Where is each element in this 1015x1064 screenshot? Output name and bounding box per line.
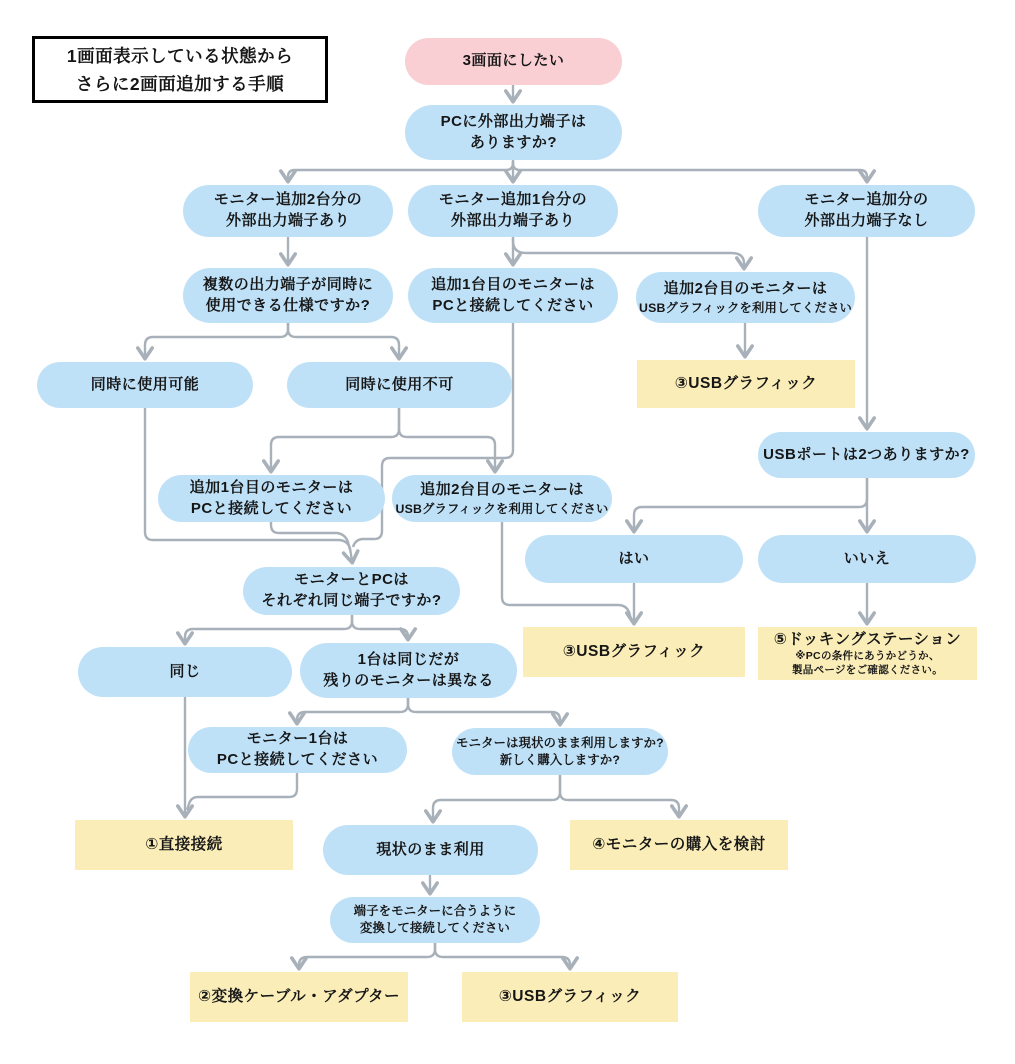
node-second-usb-a	[636, 272, 855, 323]
edge-q-pc-output-to-has-2-ports	[288, 161, 513, 180]
edge-q-same-port-to-one-same	[352, 615, 408, 638]
edge-has-1-port-to-second-usb-a	[513, 238, 744, 267]
node-simul-ng	[287, 362, 512, 408]
node-result-direct-label: ①直接接続	[145, 836, 223, 854]
node-has-1-port	[408, 185, 618, 237]
node-q-pc-output-label: ありますか?	[469, 133, 558, 151]
node-q-keep-or-buy	[452, 728, 668, 775]
node-result-buy	[570, 820, 788, 870]
node-q-usb-ports-label: USBポートは2つありますか?	[763, 445, 970, 463]
edge-connect-first-b-to-q-same-port	[271, 522, 350, 550]
node-connect-first-b-label: PCと接続してください	[190, 499, 353, 517]
node-result-usb-1-label: ③USBグラフィック	[674, 375, 818, 393]
node-result-adapter	[190, 972, 408, 1022]
edge-q-pc-output-to-has-0-ports	[513, 161, 867, 180]
edge-q-simultaneous-to-simul-ok	[145, 323, 288, 357]
node-connect-first-b-label: 追加1台目のモニターは	[189, 478, 354, 496]
node-title-label: 1画面表示している状態から	[66, 45, 294, 66]
node-result-dock	[758, 627, 977, 680]
edge-one-same-to-q-keep-or-buy	[408, 698, 560, 723]
node-yes	[525, 535, 743, 583]
edge-q-usb-ports-to-yes	[634, 478, 867, 530]
node-connect-one-label: PCと接続してください	[216, 751, 379, 768]
node-has-2-ports-label: 外部出力端子あり	[225, 212, 350, 229]
node-result-buy-label: ④モニターの購入を検討	[592, 836, 766, 854]
node-q-simultaneous-label: 使用できる仕様ですか?	[205, 296, 371, 314]
node-q-same-port	[243, 567, 460, 615]
node-q-same-port-label: モニターとPCは	[294, 571, 409, 589]
node-result-usb-1	[637, 360, 855, 408]
node-same	[78, 647, 292, 697]
edge-one-same-to-connect-one	[297, 698, 408, 722]
node-one-same-label: 残りのモニターは異なる	[323, 671, 494, 689]
edge-q-keep-or-buy-to-keep-current	[433, 775, 560, 820]
node-start-label: 3画面にしたい	[462, 52, 565, 70]
node-q-simultaneous-label: 複数の出力端子が同時に	[202, 275, 374, 293]
node-result-dock-note: ※PCの条件にあうかどうか、	[795, 650, 940, 663]
node-has-1-port-label: 外部出力端子あり	[450, 212, 575, 229]
node-convert-connect-label: 端子をモニターに合うように	[353, 904, 517, 919]
node-keep-current-label: 現状のまま利用	[376, 840, 485, 858]
edge-simul-ng-to-second-usb-b	[399, 408, 495, 470]
node-simul-ok-label: 同時に使用可能	[90, 375, 200, 393]
node-connect-first-a	[408, 268, 618, 323]
edge-convert-connect-to-result-adapter	[299, 943, 435, 967]
node-connect-first-a-label: PCと接続してください	[432, 296, 594, 314]
node-result-direct	[75, 820, 293, 870]
node-start	[405, 38, 622, 85]
node-q-pc-output	[405, 105, 622, 160]
node-result-adapter-label: ②変換ケーブル・アダプター	[197, 988, 401, 1006]
edge-convert-connect-to-result-usb-3	[435, 943, 570, 967]
node-has-0-ports-label: 外部出力端子なし	[804, 212, 929, 229]
node-has-1-port-label: モニター追加1台分の	[438, 191, 588, 209]
node-second-usb-b	[392, 475, 612, 522]
node-has-0-ports-label: モニター追加分の	[804, 191, 929, 209]
node-yes-label: はい	[618, 549, 650, 567]
node-q-usb-ports	[758, 432, 975, 478]
node-same-label: 同じ	[169, 662, 201, 680]
node-result-dock-label: ⑤ドッキングステーション	[773, 630, 962, 648]
node-q-simultaneous	[183, 268, 393, 323]
node-title-label: さらに2画面追加する手順	[75, 73, 285, 94]
edge-q-keep-or-buy-to-result-buy	[560, 775, 679, 815]
node-has-2-ports	[183, 185, 393, 237]
node-connect-one-label: モニター1台は	[246, 730, 349, 748]
node-q-keep-or-buy-label: 新しく購入しますか?	[499, 752, 621, 767]
edge-simul-ng-to-connect-first-b	[271, 408, 399, 470]
node-result-dock-note: 製品ページをご確認ください。	[792, 664, 943, 677]
node-simul-ng-label: 同時に使用不可	[345, 375, 454, 393]
node-connect-first-b	[158, 475, 385, 522]
node-q-keep-or-buy-label: モニターは現状のまま利用しますか?	[456, 735, 664, 750]
edge-q-simultaneous-to-simul-ng	[288, 323, 399, 357]
node-result-usb-3-label: ③USBグラフィック	[498, 988, 642, 1006]
edge-connect-one-to-result-direct	[187, 773, 297, 810]
node-result-usb-2-label: ③USBグラフィック	[562, 643, 706, 661]
node-connect-one	[188, 727, 407, 773]
edge-q-same-port-to-same	[185, 615, 352, 642]
node-q-same-port-label: それぞれ同じ端子ですか?	[261, 592, 442, 609]
node-has-2-ports-label: モニター追加2台分の	[213, 191, 363, 209]
node-one-same-label: 1台は同じだが	[357, 650, 460, 668]
node-simul-ok	[37, 362, 253, 408]
node-result-usb-2	[523, 627, 745, 677]
node-keep-current	[323, 825, 538, 875]
node-has-0-ports	[758, 185, 975, 237]
node-one-same	[300, 643, 517, 698]
node-second-usb-a-label: 追加2台目のモニターは	[663, 279, 828, 297]
node-second-usb-a-label: USBグラフィックを利用してください	[638, 300, 853, 315]
node-result-usb-3	[462, 972, 678, 1022]
node-q-pc-output-label: PCに外部出力端子は	[440, 112, 587, 130]
node-no	[758, 535, 976, 583]
node-convert-connect-label: 変換して接続してください	[360, 921, 510, 935]
node-title	[32, 36, 328, 103]
node-second-usb-b-label: 追加2台目のモニターは	[420, 480, 584, 498]
node-second-usb-b-label: USBグラフィックを利用してください	[395, 501, 609, 516]
node-no-label: いいえ	[843, 549, 891, 567]
node-connect-first-a-label: 追加1台目のモニターは	[431, 275, 595, 293]
node-convert-connect	[330, 897, 540, 943]
